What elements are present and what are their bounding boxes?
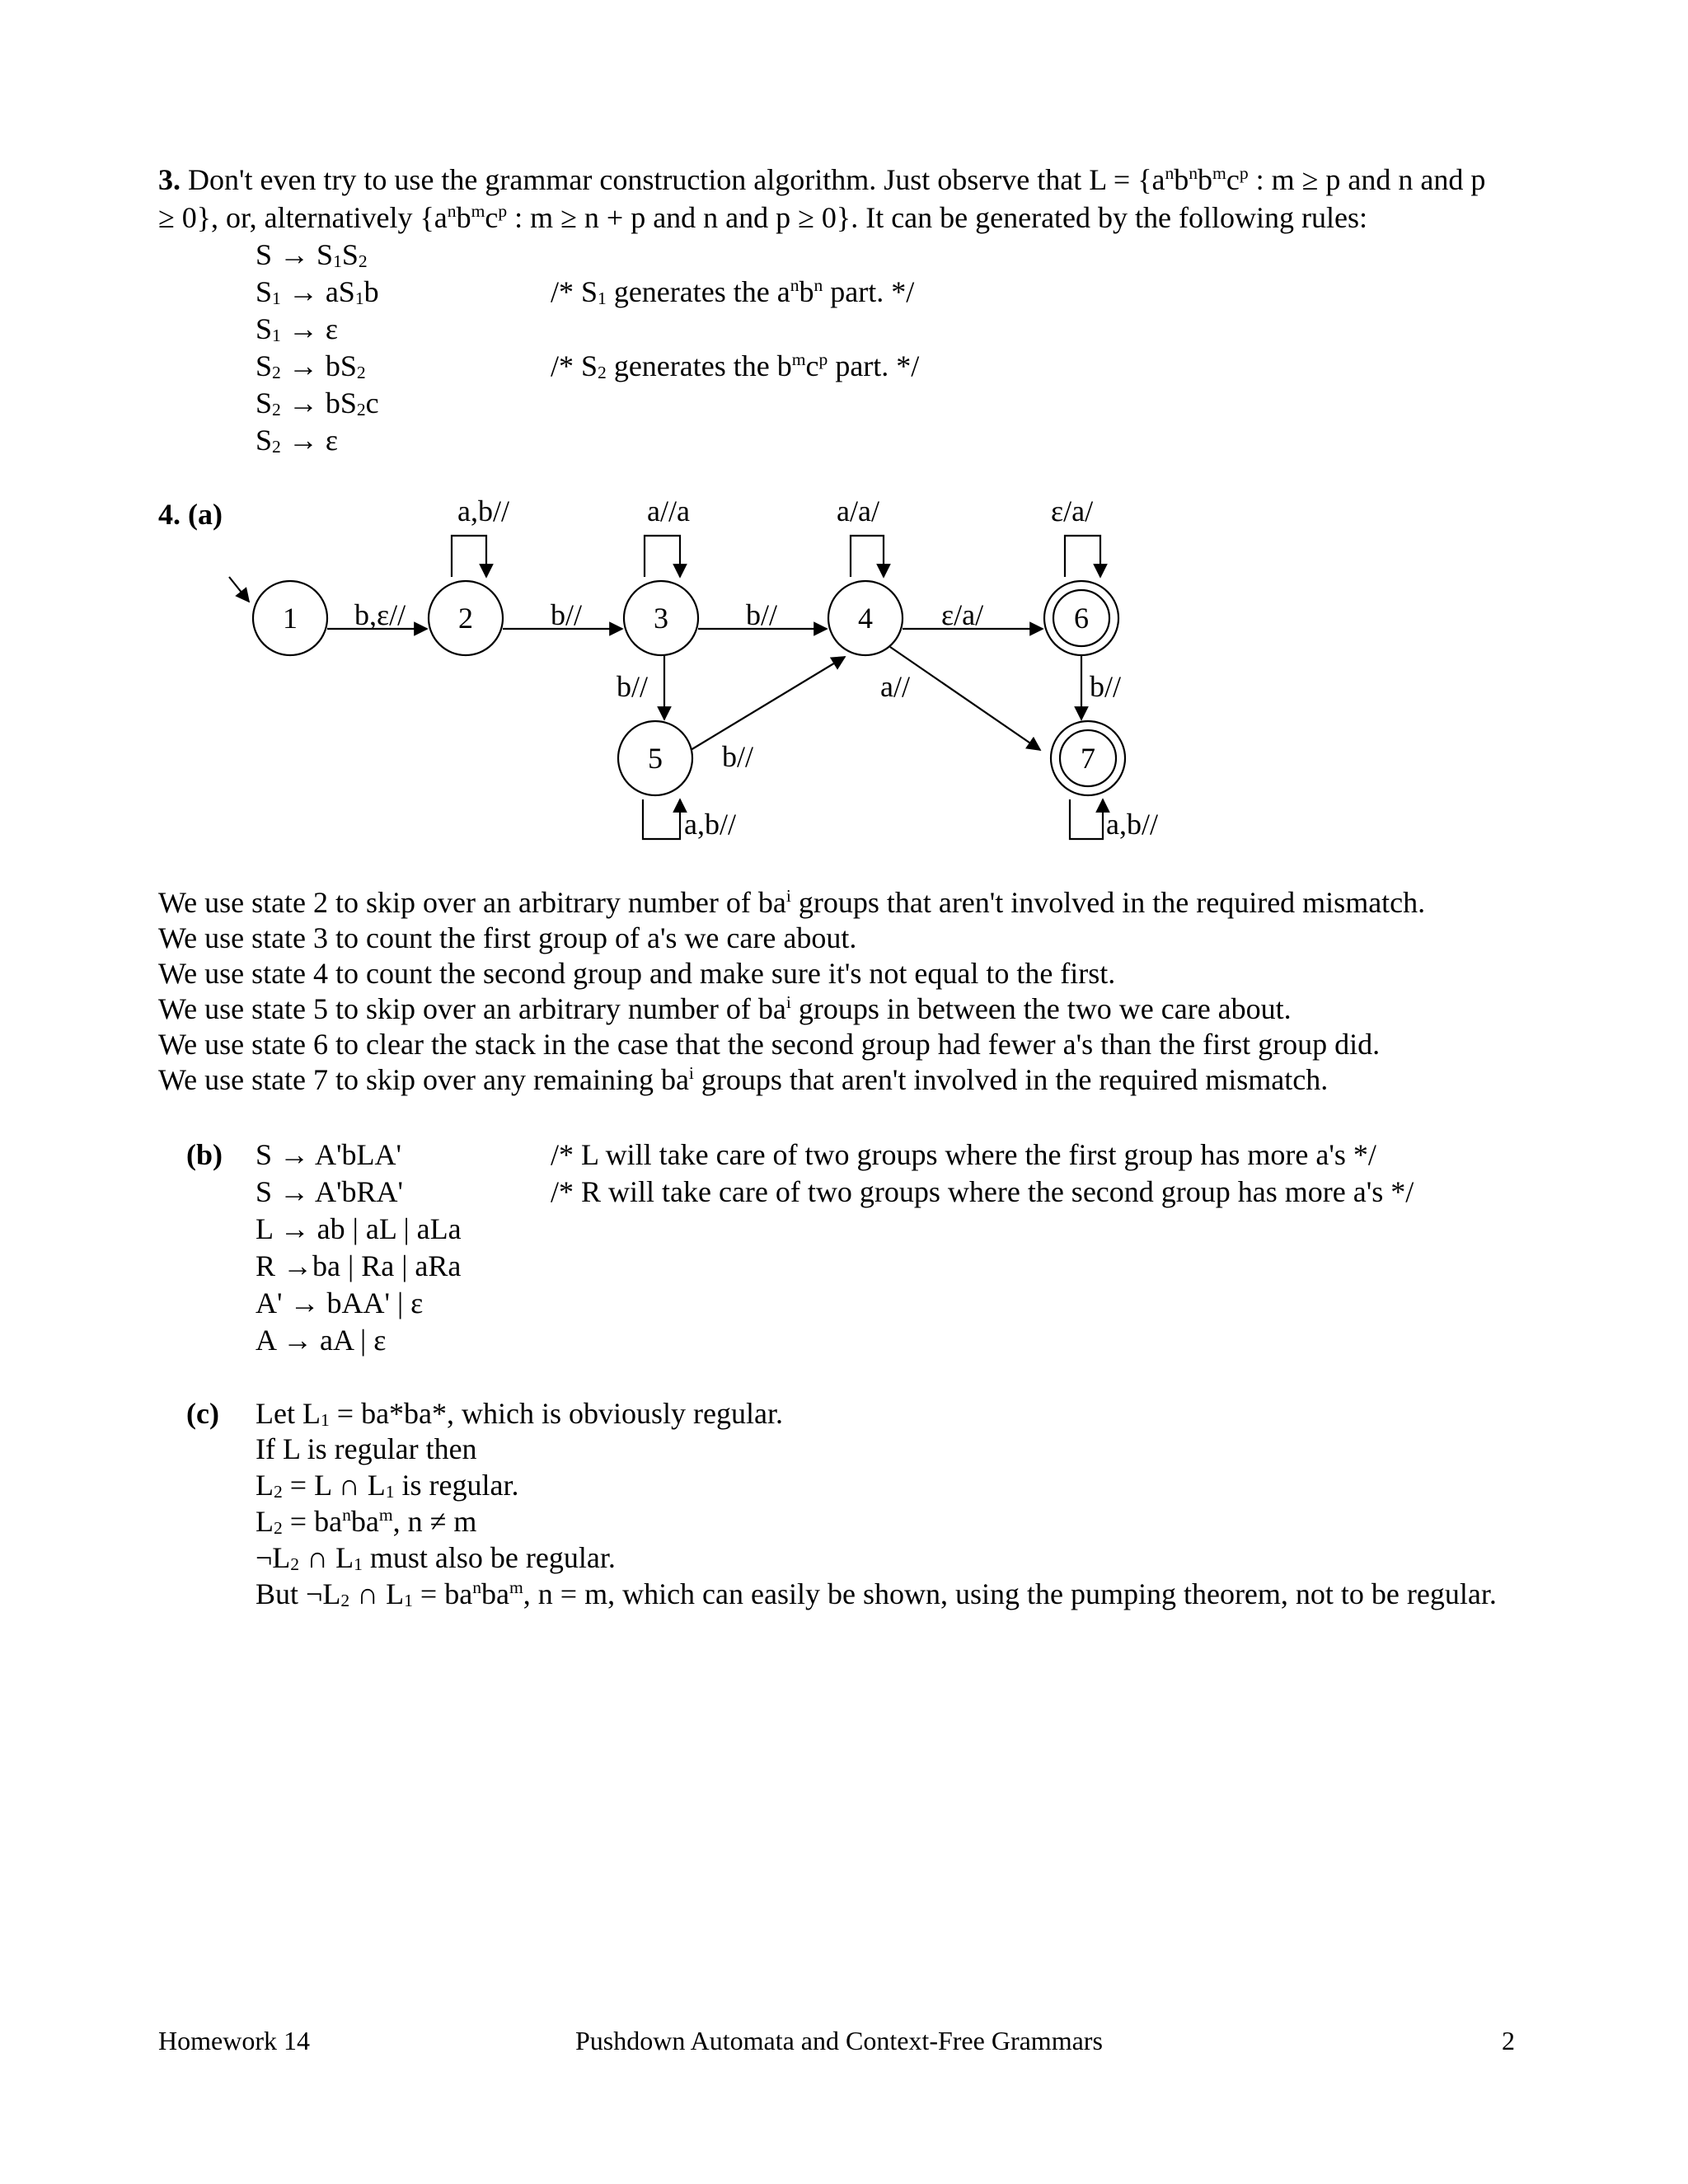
pda-diagram bbox=[0, 486, 1688, 898]
loop-4 bbox=[851, 536, 884, 577]
loop-3 bbox=[645, 536, 680, 577]
loop-7 bbox=[1070, 799, 1103, 839]
q3-rule-3: $S_1 \to \varepsilon$ bbox=[256, 312, 338, 346]
q3-number: 3. bbox=[158, 163, 181, 196]
edge-4-6-label: ε/a/ bbox=[941, 598, 984, 631]
q3-rule-5: $S_2 \to bS_2c$ bbox=[256, 387, 379, 420]
edge-4-7 bbox=[890, 647, 1040, 750]
part-b-rule-3: L → ab | aL | aLa bbox=[256, 1212, 462, 1245]
part-c-line-6: But $\neg L_2$ ∩ $L_1 = ba^nba^m$, n = m, which can easily be shown, using the pumping theorem, not to be regular. bbox=[256, 1577, 1497, 1611]
part-b-comment-1: /* L will take care of two groups where the first group has more a's */ bbox=[551, 1138, 1376, 1171]
part-b-rule-1: S → A'bLA' bbox=[256, 1138, 401, 1171]
loop-2-label: a,b// bbox=[457, 494, 509, 527]
part-b-rule-2: S → A'bRA' bbox=[256, 1175, 404, 1208]
q3-rule-1: $S \to S_1S_2$ bbox=[256, 238, 368, 272]
state-7-label: 7 bbox=[1081, 742, 1095, 775]
explanation-3: We use state 4 to count the second group and make sure it's not equal to the first. bbox=[158, 957, 1116, 990]
part-b-label: (b) bbox=[186, 1138, 223, 1171]
part-c-line-2: If L is regular then bbox=[256, 1432, 477, 1465]
loop-6 bbox=[1065, 536, 1100, 577]
part-c-line-5: $\neg L_2$ ∩ $L_1$ must also be regular. bbox=[256, 1541, 616, 1575]
q3-rule-4: $S_2 \to bS_2$ bbox=[256, 349, 366, 383]
edge-3-5-label: b// bbox=[617, 670, 649, 703]
explanation-1: We use state 2 to skip over an arbitrary number of $ba^i$ groups that aren't involved in the required mismatch. bbox=[158, 886, 1426, 919]
loop-5-label: a,b// bbox=[684, 808, 736, 841]
part-c-line-3: $L_2 = L$ ∩ $L_1$ is regular. bbox=[256, 1469, 519, 1502]
state-1-label: 1 bbox=[283, 602, 298, 635]
edge-6-7-label: b// bbox=[1090, 670, 1122, 703]
loop-2 bbox=[452, 536, 486, 577]
q3-line-2: ≥ 0}, or, alternatively {$a^nb^mc^p$ : m ≥ n + p and n and p ≥ 0}. It can be generated by the following rules: bbox=[158, 201, 1367, 234]
q3-comment-2: /* $S_2$ generates the $b^mc^p$ part. */ bbox=[551, 349, 920, 383]
explanation-5: We use state 6 to clear the stack in the case that the second group had fewer a's than the first group did. bbox=[158, 1028, 1381, 1061]
state-6-label: 6 bbox=[1074, 602, 1089, 635]
state-2-label: 2 bbox=[458, 602, 473, 635]
edge-3-4-label: b// bbox=[746, 598, 778, 631]
loop-7-label: a,b// bbox=[1106, 808, 1158, 841]
part-b-rule-6: A → aA | ε bbox=[256, 1324, 387, 1357]
state-3-label: 3 bbox=[654, 602, 668, 635]
footer-left: Homework 14 bbox=[158, 2026, 310, 2055]
footer-center: Pushdown Automata and Context-Free Grammars bbox=[575, 2026, 1103, 2055]
part-b-comment-2: /* R will take care of two groups where the second group has more a's */ bbox=[551, 1175, 1414, 1208]
start-arrow bbox=[229, 577, 249, 602]
part-c-label: (c) bbox=[186, 1397, 219, 1430]
footer-page-number: 2 bbox=[1502, 2026, 1515, 2055]
part-c-line-4: $L_2 = ba^nba^m$, n ≠ m bbox=[256, 1505, 477, 1539]
edge-4-7-label: a// bbox=[880, 670, 910, 703]
q3-comment-1: /* $S_1$ generates the $a^nb^n$ part. */ bbox=[551, 275, 915, 309]
part-b-rule-4: R →ba | Ra | aRa bbox=[256, 1249, 462, 1282]
edge-1-2-label: b,ε// bbox=[354, 598, 406, 631]
loop-5 bbox=[643, 799, 680, 839]
q4-label: 4. (a) bbox=[158, 498, 223, 531]
part-c-line-1: Let $L_1 = ba*ba*$, which is obviously regular. bbox=[256, 1397, 783, 1431]
explanation-6: We use state 7 to skip over any remaining $ba^i$ groups that aren't involved in the required mismatch. bbox=[158, 1063, 1329, 1096]
explanation-4: We use state 5 to skip over an arbitrary number of $ba^i$ groups in between the two we care about. bbox=[158, 992, 1292, 1025]
loop-3-label: a//a bbox=[647, 494, 690, 527]
edge-5-4-label: b// bbox=[722, 740, 754, 773]
q3-rule-6: $S_2 \to \varepsilon$ bbox=[256, 424, 338, 457]
explanation-2: We use state 3 to count the first group of a's we care about. bbox=[158, 921, 857, 954]
q3-rule-2: $S_1 \to aS_1b$ bbox=[256, 275, 379, 309]
state-5-label: 5 bbox=[648, 742, 663, 775]
state-4-label: 4 bbox=[858, 602, 873, 635]
part-b-rule-5: A' → bAA' | ε bbox=[256, 1286, 424, 1319]
q3-line-1: 3. Don't even try to use the grammar construction algorithm. Just observe that $L = \{a^nb^nb^mc^p$ : m ≥ p and n and p bbox=[158, 163, 1486, 196]
edge-2-3-label: b// bbox=[551, 598, 583, 631]
edge-5-4 bbox=[691, 657, 845, 750]
loop-6-label: ε/a/ bbox=[1051, 494, 1094, 527]
loop-4-label: a/a/ bbox=[837, 494, 879, 527]
